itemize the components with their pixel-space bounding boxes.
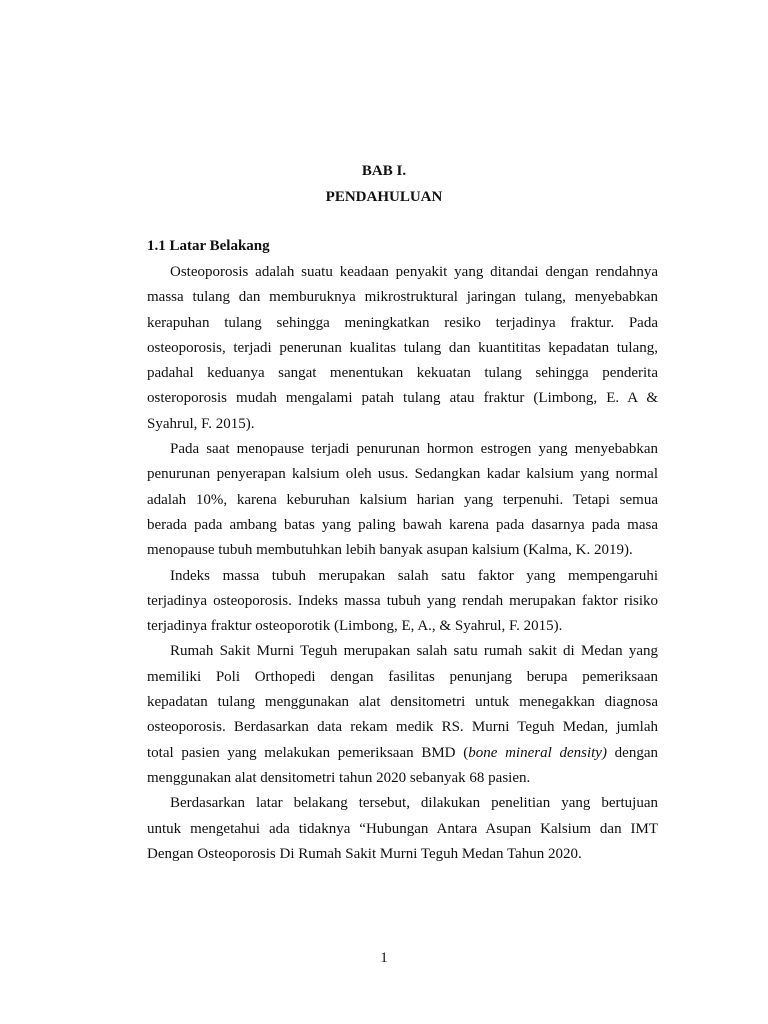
- text-line: Syahrul, F. 2015).: [147, 415, 255, 432]
- text-line: kepadatan tulang menggunakan alat densitometri untuk menegakkan diagnosa: [147, 694, 658, 711]
- text-line: [147, 741, 658, 766]
- text-line: terjadinya osteoporosis. Indeks massa tubuh yang rendah merupakan faktor risiko: [147, 592, 658, 609]
- paragraph-research-purpose: [147, 791, 658, 867]
- chapter-label: BAB I.: [361, 163, 407, 179]
- text-line: Indeks massa tubuh merupakan salah satu faktor yang mempengaruhi: [170, 567, 658, 584]
- text-line: menopause tubuh membutuhkan lebih banyak asupan kalsium (Kalma, K. 2019).: [147, 542, 633, 559]
- text-segment: total pasien yang melakukan pemeriksaan BMD (: [147, 744, 469, 761]
- body-text: [147, 260, 658, 867]
- text-line: adalah 10%, karena keburuhan kalsium harian yang terpenuhi. Tetapi semua: [147, 491, 658, 508]
- text-line: Berdasarkan latar belakang tersebut, dilakukan penelitian yang bertujuan: [170, 795, 658, 812]
- text-line: osteoporosis, terjadi penerunan kualitas tulang dan kuantititas kepadatan tulang,: [147, 339, 658, 356]
- text-line: osteoporosis. Berdasarkan data rekam medik RS. Murni Teguh Medan, jumlah: [147, 719, 658, 736]
- text-line: kerapuhan tulang sehingga meningkatkan resiko terjadinya fraktur. Pada: [147, 314, 658, 331]
- text-line: Pada saat menopause terjadi penurunan hormon estrogen yang menyebabkan: [170, 441, 658, 458]
- text-line: memiliki Poli Orthopedi dengan fasilitas penunjang berupa pemeriksaan: [147, 668, 658, 685]
- paragraph-osteoporosis-definition: [147, 260, 658, 437]
- chapter-title: PENDAHULUAN: [325, 189, 443, 205]
- text-line: terjadinya fraktur osteoporotik (Limbong, E, A., & Syahrul, F. 2015).: [147, 618, 563, 635]
- paragraph-menopause: [147, 437, 658, 563]
- text-line: Osteoporosis adalah suatu keadaan penyakit yang ditandai dengan rendahnya: [170, 264, 658, 280]
- page-number: 1: [380, 950, 388, 966]
- text-line: berada pada ambang batas yang paling bawah karena pada dasarnya pada masa: [147, 516, 658, 533]
- italic-term: bone mineral density): [468, 744, 607, 761]
- text-line: padahal keduanya sangat menentukan kekuatan tulang sehingga penderita: [147, 365, 658, 382]
- text-line: massa tulang dan memburuknya mikrostruktural jaringan tulang, menyebabkan: [147, 289, 658, 306]
- paragraph-hospital: [147, 639, 658, 791]
- text-line: penurunan penyerapan kalsium oleh usus. Sedangkan kadar kalsium yang normal: [147, 466, 658, 483]
- section-heading: 1.1 Latar Belakang: [147, 238, 270, 254]
- text-line: Dengan Osteoporosis Di Rumah Sakit Murni Teguh Medan Tahun 2020.: [147, 845, 582, 862]
- text-segment: dengan: [606, 744, 658, 761]
- text-line: menggunakan alat densitometri tahun 2020 sebanyak 68 pasien.: [147, 769, 531, 786]
- text-line: untuk mengetahui ada tidaknya “Hubungan Antara Asupan Kalsium dan IMT: [147, 820, 658, 837]
- text-line: Rumah Sakit Murni Teguh merupakan salah satu rumah sakit di Medan yang: [170, 643, 658, 660]
- paragraph-body-mass-index: [147, 564, 658, 640]
- text-line: osteroporosis mudah mengalami patah tulang atau fraktur (Limbong, E. A &: [147, 390, 658, 407]
